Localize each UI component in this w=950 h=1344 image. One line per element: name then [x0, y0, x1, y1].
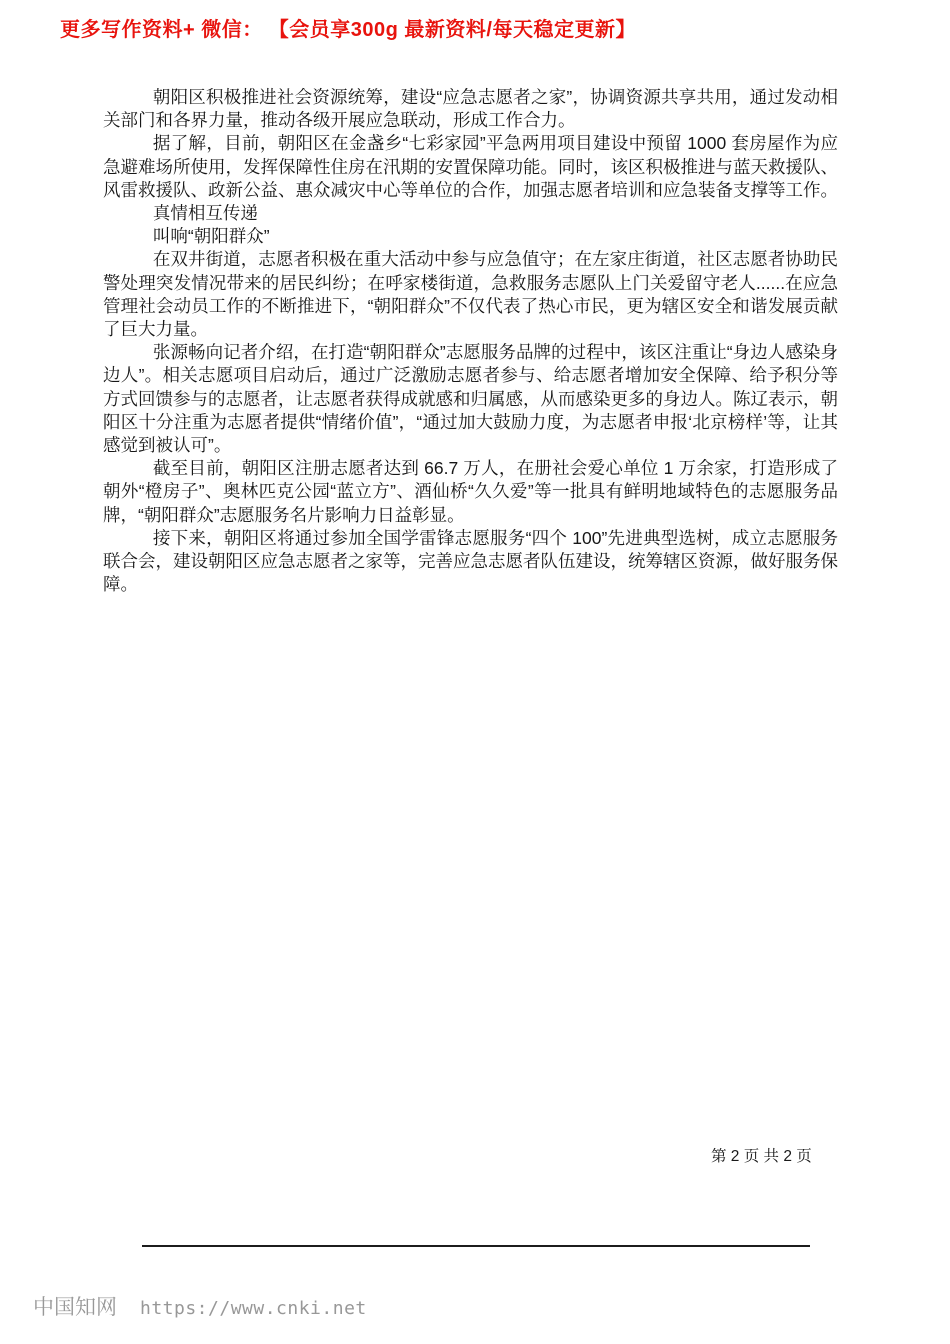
page-number-indicator: 第 2 页 共 2 页	[711, 1148, 812, 1165]
cnki-site-name: 中国知网	[33, 1295, 117, 1319]
cnki-watermark	[33, 1291, 367, 1321]
article-subheading: 真情相互传递	[152, 203, 258, 224]
footer-divider-line	[142, 1245, 810, 1247]
article-paragraph: 截至目前，朝阳区注册志愿者达到 66.7 万人，在册社会爱心单位 1 万余家，打造形成了朝外“橙房子”、奥林匹克公园“蓝立方”、酒仙桥“久久爱”等一批具有鲜明地域特色的志愿服务品牌，“朝阳群众”志愿服务名片影响力日益彰显。	[103, 458, 838, 525]
promo-header-text: 更多写作资料+ 微信： 【会员享300g 最新资料/每天稳定更新】	[60, 19, 636, 41]
article-body	[103, 86, 838, 596]
cnki-site-url: https://www.cnki.net	[140, 1298, 367, 1319]
article-paragraph: 据了解，目前，朝阳区在金盏乡“七彩家园”平急两用项目建设中预留 1000 套房屋作为应急避难场所使用，发挥保障性住房在汛期的安置保障功能。同时，该区积极推进与蓝天救援队、风雷救援队、政新公益、惠众减灾中心等单位的合作，加强志愿者培训和应急装备支撑等工作。	[103, 133, 838, 200]
article-paragraph: 张源畅向记者介绍，在打造“朝阳群众”志愿服务品牌的过程中，该区注重让“身边人感染身边人”。相关志愿项目启动后，通过广泛激励志愿者参与、给志愿者增加安全保障、给予积分等方式回馈参与的志愿者，让志愿者获得成就感和归属感，从而感染更多的身边人。陈辽表示，朝阳区十分注重为志愿者提供“情绪价值”，“通过加大鼓励力度，为志愿者申报‘北京榜样’等，让其感觉到被认可”。	[103, 342, 838, 456]
article-subheading: 叫响“朝阳群众”	[152, 226, 270, 247]
article-paragraph: 接下来，朝阳区将通过参加全国学雷锋志愿服务“四个 100”先进典型选树，成立志愿服务联合会，建设朝阳区应急志愿者之家等，完善应急志愿者队伍建设，统筹辖区资源，做好服务保障。	[103, 527, 838, 595]
article-paragraph: 朝阳区积极推进社会资源统筹，建设“应急志愿者之家”，协调资源共享共用，通过发动相关部门和各界力量，推动各级开展应急联动，形成工作合力。	[103, 87, 838, 131]
article-paragraph: 在双井街道，志愿者积极在重大活动中参与应急值守；在左家庄街道，社区志愿者协助民警处理突发情况带来的居民纠纷；在呼家楼街道，急救服务志愿队上门关爱留守老人......在应急管理社会动员工作的不断推进下，“朝阳群众”不仅代表了热心市民，更为辖区安全和谐发展贡献了巨大力量。	[103, 249, 838, 340]
